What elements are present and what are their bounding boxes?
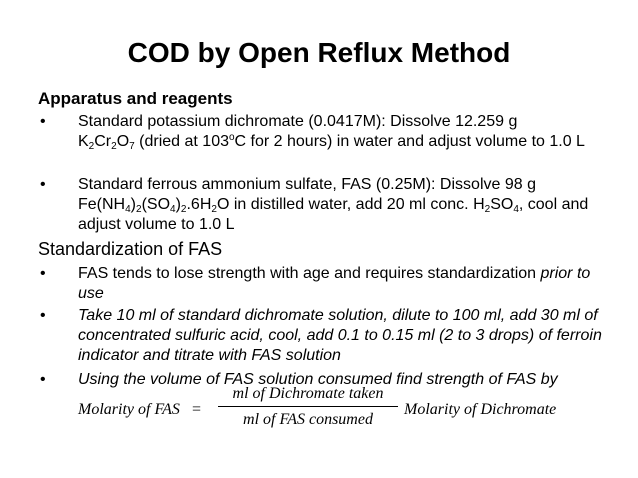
- formula-denominator: ml of FAS consumed: [243, 411, 373, 428]
- bullet-fas: [38, 175, 618, 235]
- formula-rhs: Molarity of Dichromate: [404, 401, 557, 418]
- bullet-dot: •: [40, 113, 46, 130]
- bullet-text: Standard potassium dichromate (0.0417M): Dissolve 12.259 g $K_2Cr_2O_7$ (dried at 103$^o$C for 2 hours) in water and adjust volume to 1.0 L: [78, 113, 585, 152]
- bullet-text: FAS tends to lose strength with age and requires standardization prior to use: [78, 265, 591, 302]
- fraction-bar: [218, 406, 398, 407]
- section-heading-standardization: Standardization of FAS: [38, 239, 223, 259]
- bullet-dot: •: [40, 176, 46, 193]
- bullet-dot: •: [40, 307, 46, 324]
- bullet-procedure: [38, 306, 618, 366]
- formula-equals: =: [192, 401, 202, 418]
- formula-lhs: Molarity of FAS: [78, 401, 180, 418]
- bullet-text: Standard ferrous ammonium sulfate, FAS (0.25M): Dissolve 98 g $Fe(NH_4)_2(SO_4)_2.6H_2O$ in distilled water, add 20 ml conc. $H_2SO_4$, cool and adjust volume to 1.0 L: [78, 176, 589, 233]
- bullet-dichromate: [38, 112, 618, 152]
- bullet-text: Take 10 ml of standard dichromate solution, dilute to 100 ml, add 30 ml of concentrated sulfuric acid, cool, add 0.1 to 0.15 ml (2 to 3 drops) of ferroin indicator and titrate with FAS solution: [78, 307, 602, 364]
- bullet-dot: •: [40, 371, 46, 388]
- bullet-dot: •: [40, 265, 46, 282]
- section-heading-apparatus: Apparatus and reagents: [38, 89, 233, 108]
- formula-fraction: [218, 384, 398, 430]
- bullet-text: Using the volume of FAS solution consumed find strength of FAS by: [78, 371, 558, 388]
- slide-title: COD by Open Reflux Method: [127, 37, 511, 68]
- formula-numerator: ml of Dichromate taken: [232, 385, 384, 402]
- bullet-fas-strength: [38, 264, 618, 304]
